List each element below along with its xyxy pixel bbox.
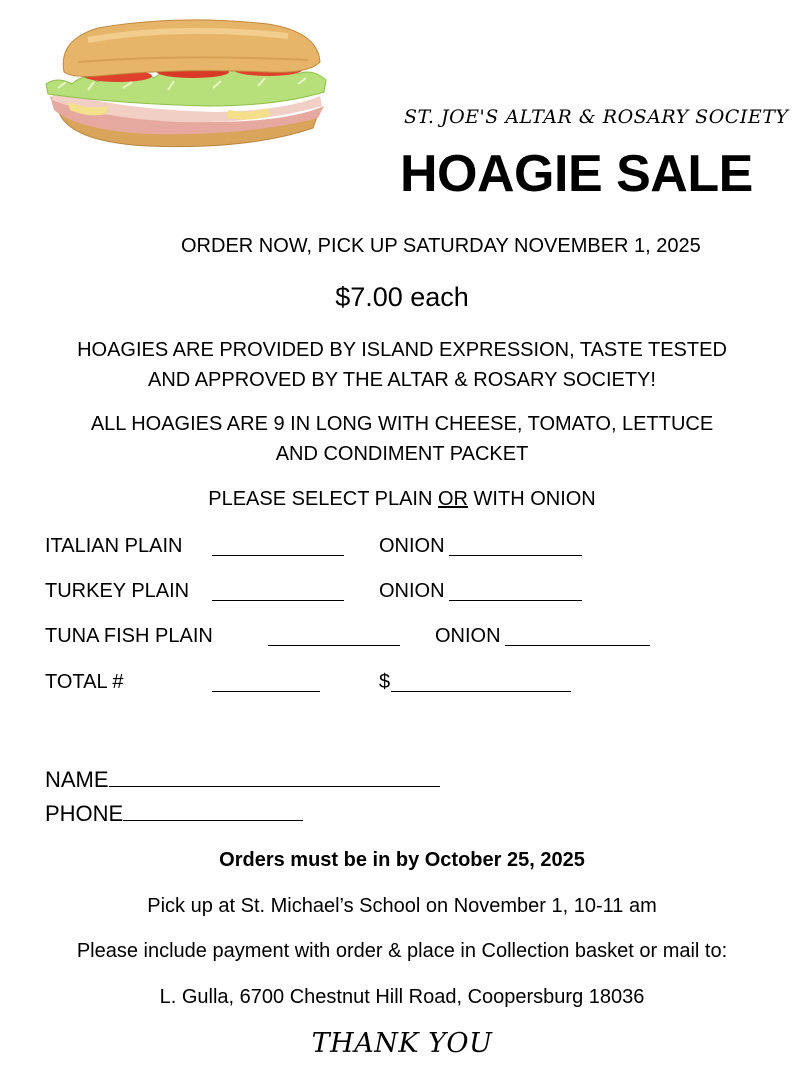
provided-line-2: AND APPROVED BY THE ALTAR & ROSARY SOCIETY! — [148, 369, 656, 391]
total-count-label: TOTAL # — [45, 671, 124, 693]
turkey-plain-label: TURKEY PLAIN — [45, 580, 190, 602]
turkey-plain-blank[interactable] — [212, 582, 344, 601]
phone-label: PHONE — [45, 801, 124, 826]
payment-instructions: Please include payment with order & place in Collection basket or mail to: — [76, 940, 728, 962]
total-amount-blank[interactable] — [391, 673, 571, 692]
total-dollar-sign: $ — [379, 671, 391, 693]
order-deadline: Orders must be in by October 25, 2025 — [219, 849, 585, 871]
italian-plain-label: ITALIAN PLAIN — [45, 535, 183, 557]
select-instruction-post: WITH ONION — [467, 488, 596, 510]
italian-onion-label: ONION — [379, 535, 445, 557]
select-instruction-or: OR — [437, 488, 468, 510]
mailing-address: L. Gulla, 6700 Chestnut Hill Road, Coopersburg 18036 — [159, 986, 645, 1008]
tuna-fish-plain-label: TUNA FISH PLAIN — [45, 625, 213, 647]
name-label: NAME — [45, 767, 109, 792]
page-title: HOAGIE SALE — [400, 145, 753, 203]
society-name: ST. JOE'S ALTAR & ROSARY SOCIETY — [404, 106, 789, 128]
turkey-onion-blank[interactable] — [449, 582, 582, 601]
phone-blank[interactable] — [123, 800, 303, 821]
name-row — [45, 766, 440, 793]
description-line-1: ALL HOAGIES ARE 9 IN LONG WITH CHEESE, TOMATO, LETTUCE — [90, 413, 714, 435]
select-instruction — [0, 488, 804, 511]
italian-plain-blank[interactable] — [212, 537, 344, 556]
select-instruction-pre: PLEASE SELECT PLAIN — [208, 488, 438, 510]
thank-you: THANK YOU — [311, 1028, 493, 1059]
pickup-info: Pick up at St. Michael’s School on November 1, 10-11 am — [147, 895, 657, 917]
name-blank[interactable] — [109, 766, 440, 787]
italian-onion-blank[interactable] — [449, 537, 582, 556]
description-line-2: AND CONDIMENT PACKET — [275, 443, 529, 465]
turkey-onion-label: ONION — [379, 580, 445, 602]
total-count-blank[interactable] — [212, 673, 320, 692]
price-text: $7.00 each — [335, 282, 469, 312]
tuna-fish-onion-label: ONION — [435, 625, 501, 647]
order-now-line: ORDER NOW, PICK UP SATURDAY NOVEMBER 1, 2025 — [181, 235, 701, 257]
tuna-fish-plain-blank[interactable] — [268, 627, 400, 646]
provided-line-1: HOAGIES ARE PROVIDED BY ISLAND EXPRESSION, TASTE TESTED — [77, 339, 727, 361]
phone-row — [45, 800, 303, 827]
hoagie-sandwich-image — [28, 10, 333, 160]
tuna-fish-onion-blank[interactable] — [505, 627, 650, 646]
